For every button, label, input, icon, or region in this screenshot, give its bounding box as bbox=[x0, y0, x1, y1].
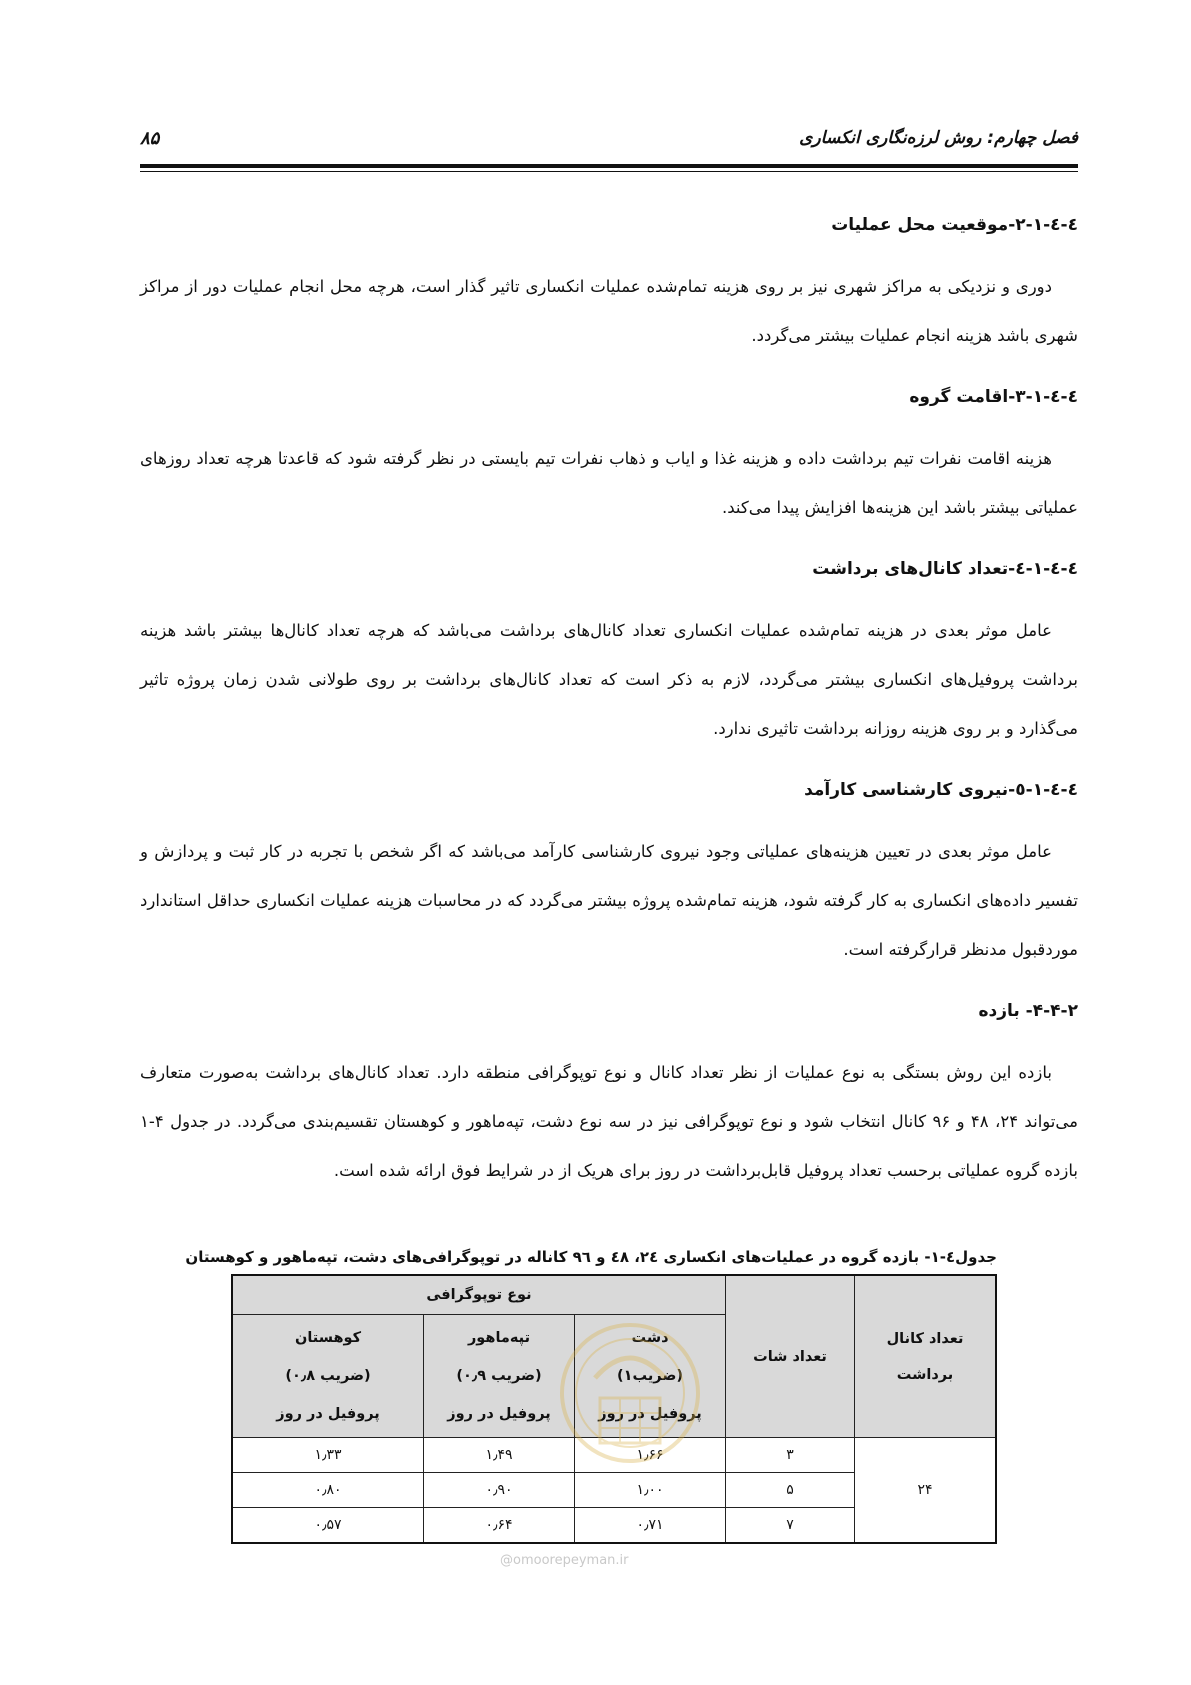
header-hilly bbox=[424, 1315, 575, 1438]
plain-cell: ۱٫۶۶ bbox=[575, 1438, 726, 1473]
section-heading: ٤-٤-١-٥-نیروی کارشناسی کارآمد bbox=[804, 780, 1078, 800]
mountain-cell: ۰٫۵۷ bbox=[232, 1508, 424, 1544]
hilly-cell: ۰٫۹۰ bbox=[424, 1473, 575, 1508]
section bbox=[140, 775, 1078, 974]
plain-cell: ۰٫۷۱ bbox=[575, 1508, 726, 1544]
section bbox=[140, 996, 1078, 1195]
body-content bbox=[140, 210, 1078, 1217]
section bbox=[140, 554, 1078, 753]
header-rule-thick bbox=[140, 164, 1078, 168]
topography-name: تپه‌ماهور bbox=[467, 1330, 531, 1346]
section bbox=[140, 382, 1078, 532]
chapter-title: فصل چهارم: روش لرزه‌نگاری انکساری bbox=[799, 128, 1078, 148]
topography-unit: پروفیل در روز bbox=[598, 1406, 702, 1422]
mountain-cell: ۱٫۳۳ bbox=[232, 1438, 424, 1473]
table-row bbox=[232, 1438, 996, 1473]
topography-name: دشت bbox=[631, 1330, 669, 1346]
topography-unit: پروفیل در روز bbox=[447, 1406, 551, 1422]
channels-cell: ۲۴ bbox=[855, 1438, 997, 1544]
header-channels bbox=[855, 1275, 997, 1438]
section bbox=[140, 210, 1078, 360]
section-heading: ۴-۴-۲- بازده bbox=[978, 1001, 1078, 1021]
hilly-cell: ۱٫۴۹ bbox=[424, 1438, 575, 1473]
page-number: ۸۵ bbox=[140, 128, 160, 149]
header-rule-thin bbox=[140, 171, 1078, 172]
header-channels-label: تعداد کانال برداشت bbox=[886, 1330, 964, 1383]
topography-coef: (ضریب ۰٫۸) bbox=[285, 1368, 371, 1384]
table-container bbox=[185, 1248, 997, 1544]
watermark-text: @omoorepeyman.ir bbox=[500, 1553, 629, 1568]
hilly-cell: ۰٫۶۴ bbox=[424, 1508, 575, 1544]
section-heading: ٤-٤-١-٣-اقامت گروه bbox=[909, 387, 1078, 407]
header-topography-group: نوع توپوگرافی bbox=[232, 1275, 726, 1315]
header-plain bbox=[575, 1315, 726, 1438]
header-shots: تعداد شات bbox=[726, 1275, 855, 1438]
plain-cell: ۱٫۰۰ bbox=[575, 1473, 726, 1508]
topography-coef: (ضریب۱) bbox=[617, 1368, 683, 1384]
topography-unit: پروفیل در روز bbox=[276, 1406, 380, 1422]
paragraph: عامل موثر بعدی در تعیین هزینه‌های عملیاتی وجود نیروی کارشناسی کارآمد می‌باشد که اگر شخص با تجربه در کار ثبت و پردازش و تفسیر داده‌های انکساری به کار گرفته شود، هزینه تمام‌شده پروژه بیشتر می‌گردد که در محاسبات هزینه عملیات انکساری حداقل استاندارد موردقبول مدنظر قرارگرفته است. bbox=[140, 842, 1078, 959]
paragraph: هزینه اقامت نفرات تیم برداشت داده و هزینه غذا و ایاب و ذهاب نفرات تیم بایستی در نظر گرفته شود که قاعدتا هرچه تعداد روزهای عملیاتی بیشتر باشد این هزینه‌ها افزایش پیدا می‌کند. bbox=[140, 449, 1078, 517]
section-heading: ٤-٤-١-٤-تعداد کانال‌های برداشت bbox=[812, 559, 1078, 579]
header-mountain bbox=[232, 1315, 424, 1438]
shots-cell: ۳ bbox=[726, 1438, 855, 1473]
shots-cell: ۷ bbox=[726, 1508, 855, 1544]
paragraph: دوری و نزدیکی به مراکز شهری نیز بر روی هزینه تمام‌شده عملیات انکساری تاثیر گذار است، هرچه محل انجام عملیات دور از مراکز شهری باشد هزینه انجام عملیات بیشتر می‌گردد. bbox=[140, 277, 1078, 345]
paragraph: عامل موثر بعدی در هزینه تمام‌شده عملیات انکساری تعداد کانال‌های برداشت می‌باشد که هرچه تعداد کانال‌ها بیشتر باشد هزینه برداشت پروفیل‌های انکساری بیشتر می‌گردد، لازم به ذکر است که تعداد کانال‌های برداشت بر روی طولانی شدن زمان پروژه تاثیر می‌گذارد و بر روی هزینه روزانه برداشت تاثیری ندارد. bbox=[140, 621, 1078, 738]
paragraph: بازده این روش بستگی به نوع عملیات از نظر تعداد کانال و نوع توپوگرافی منطقه دارد. تعداد کانال‌های برداشت به‌صورت متعارف می‌تواند ۲۴، ۴۸ و ۹۶ کانال انتخاب شود و نوع توپوگرافی نیز در سه نوع دشت، تپه‌ماهور و کوهستان تقسیم‌بندی می‌گردد. در جدول ۴-۱ بازده گروه عملیاتی برحسب تعداد پروفیل قابل‌برداشت در روز برای هریک از در شرایط فوق ارائه شده است. bbox=[140, 1063, 1078, 1180]
efficiency-table bbox=[231, 1274, 997, 1544]
topography-coef: (ضریب ۰٫۹) bbox=[456, 1368, 542, 1384]
table-header-row bbox=[232, 1275, 996, 1315]
topography-name: کوهستان bbox=[294, 1330, 362, 1346]
running-header bbox=[140, 128, 1078, 158]
section-heading: ٤-٤-١-٢-موقعیت محل عملیات bbox=[831, 215, 1078, 235]
table-caption: جدول٤-١- بازده گروه در عملیات‌های انکساری ٢٤، ٤٨ و ٩٦ کاناله در توپوگرافی‌های دشت، تپه‌ماهور و کوهستان bbox=[185, 1248, 997, 1266]
mountain-cell: ۰٫۸۰ bbox=[232, 1473, 424, 1508]
shots-cell: ۵ bbox=[726, 1473, 855, 1508]
